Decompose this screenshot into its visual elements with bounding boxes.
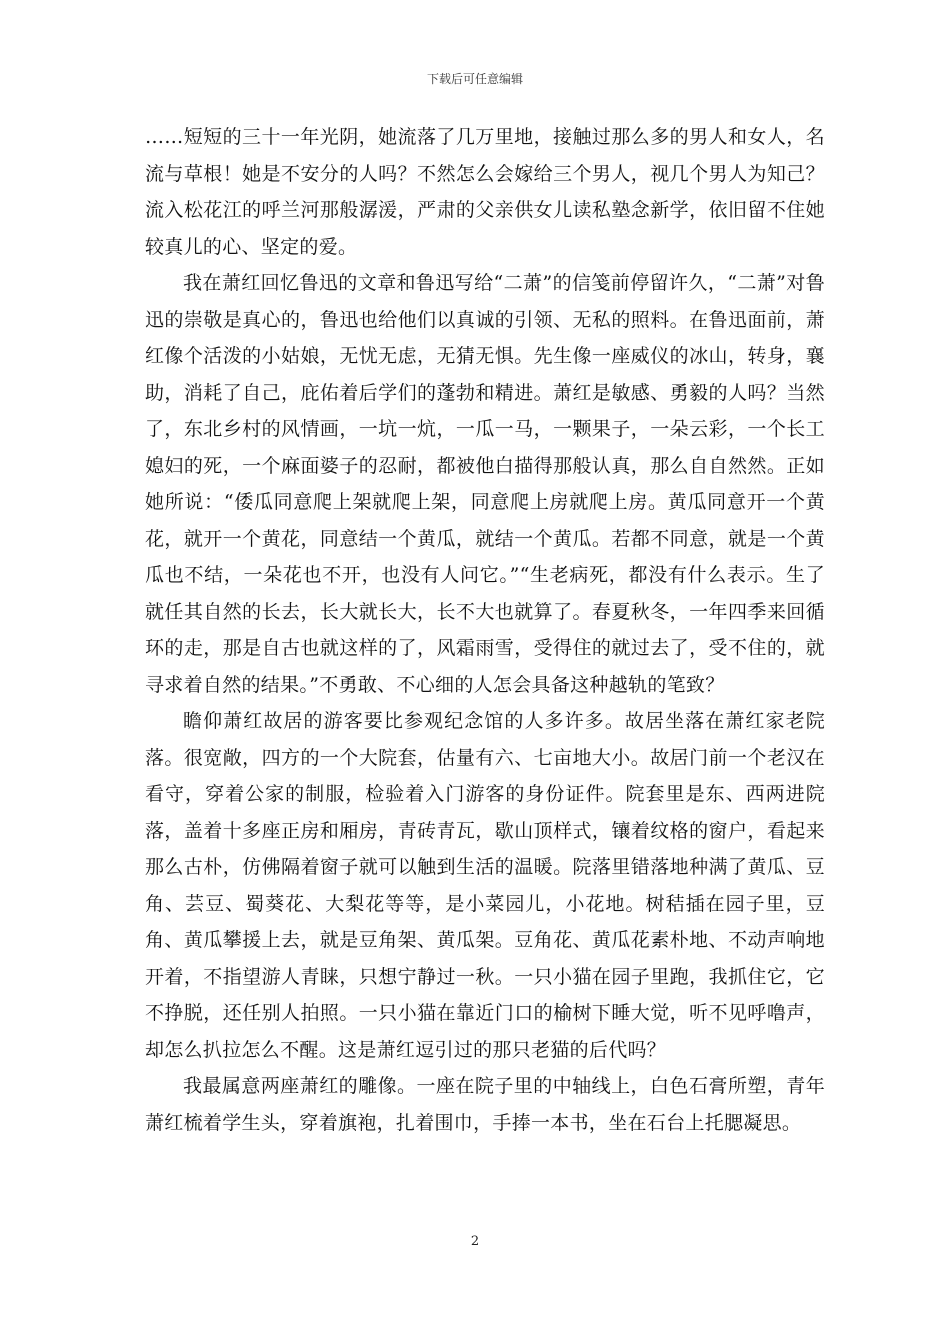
document-body: [145, 119, 825, 1141]
paragraph-2: 我在萧红回忆鲁迅的文章和鲁迅写给“二萧”的信笺前停留许久，“二萧”对鲁迅的崇敬是真心的，鲁迅也给他们以真诚的引领、无私的照料。在鲁迅面前，萧红像个活泼的小姑娘，无忧无虑，无猜无惧。先生像一座威仪的冰山，转身，襄助，消耗了自己，庇佑着后学们的蓬勃和精进。萧红是敏感、勇毅的人吗？当然了，东北乡村的风情画，一坑一炕，一瓜一马，一颗果子，一朵云彩，一个长工媳妇的死，一个麻面婆子的忍耐，都被他白描得那般认真，那么自自然然。正如她所说：“倭瓜同意爬上架就爬上架，同意爬上房就爬上房。黄瓜同意开一个黄花，就开一个黄花，同意结一个黄瓜，就结一个黄瓜。若都不同意，就是一个黄瓜也不结，一朵花也不开，也没有人问它。”“生老病死，都没有什么表示。生了就任其自然的长去，长大就长大，长不大也就算了。春夏秋冬，一年四季来回循环的走，那是自古也就这样的了，风霜雨雪，受得住的就过去了，受不住的，就寻求着自然的结果。”不勇敢、不心细的人怎会具备这种越轨的笔致？: [145, 272, 825, 696]
paragraph-3: 瞻仰萧红故居的游客要比参观纪念馆的人多许多。故居坐落在萧红家老院落。很宽敞，四方的一个大院套，估量有六、七亩地大小。故居门前一个老汉在看守，穿着公家的制服，检验着入门游客的身份证件。院套里是东、西两进院落，盖着十多座正房和厢房，青砖青瓦，歇山顶样式，镶着纹格的窗户，看起来那么古朴，仿佛隔着窗子就可以触到生活的温暖。院落里错落地种满了黄瓜、豆角、芸豆、蜀葵花、大梨花等等，是小菜园儿，小花地。树秸插在园子里，豆角、黄瓜攀援上去，就是豆角架、黄瓜架。豆角花、黄瓜花素朴地、不动声响地开着，不指望游人青睐，只想宁静过一秋。一只小猫在园子里跑，我抓住它，它不挣脱，还任别人拍照。一只小猫在靠近门口的榆树下睡大觉，听不见呼噜声，却怎么扒拉怎么不醒。这是萧红逗引过的那只老猫的后代吗？: [145, 710, 825, 1061]
paragraph-1: ……短短的三十一年光阴，她流落了几万里地，接触过那么多的男人和女人，名流与草根！她是不安分的人吗？不然怎么会嫁给三个男人，视几个男人为知己？流入松花江的呼兰河那般潺湲，严肃的父亲供女儿读私塾念新学，依旧留不住她较真儿的心、坚定的爱。: [145, 126, 825, 258]
paragraph-4: 我最属意两座萧红的雕像。一座在院子里的中轴线上，白色石膏所塑，青年萧红梳着学生头，穿着旗袍，扎着围巾，手捧一本书，坐在石台上托腮凝思。: [145, 1075, 825, 1134]
page-header: 下载后可任意编辑: [426, 72, 523, 86]
page-number: 2: [470, 1234, 480, 1249]
